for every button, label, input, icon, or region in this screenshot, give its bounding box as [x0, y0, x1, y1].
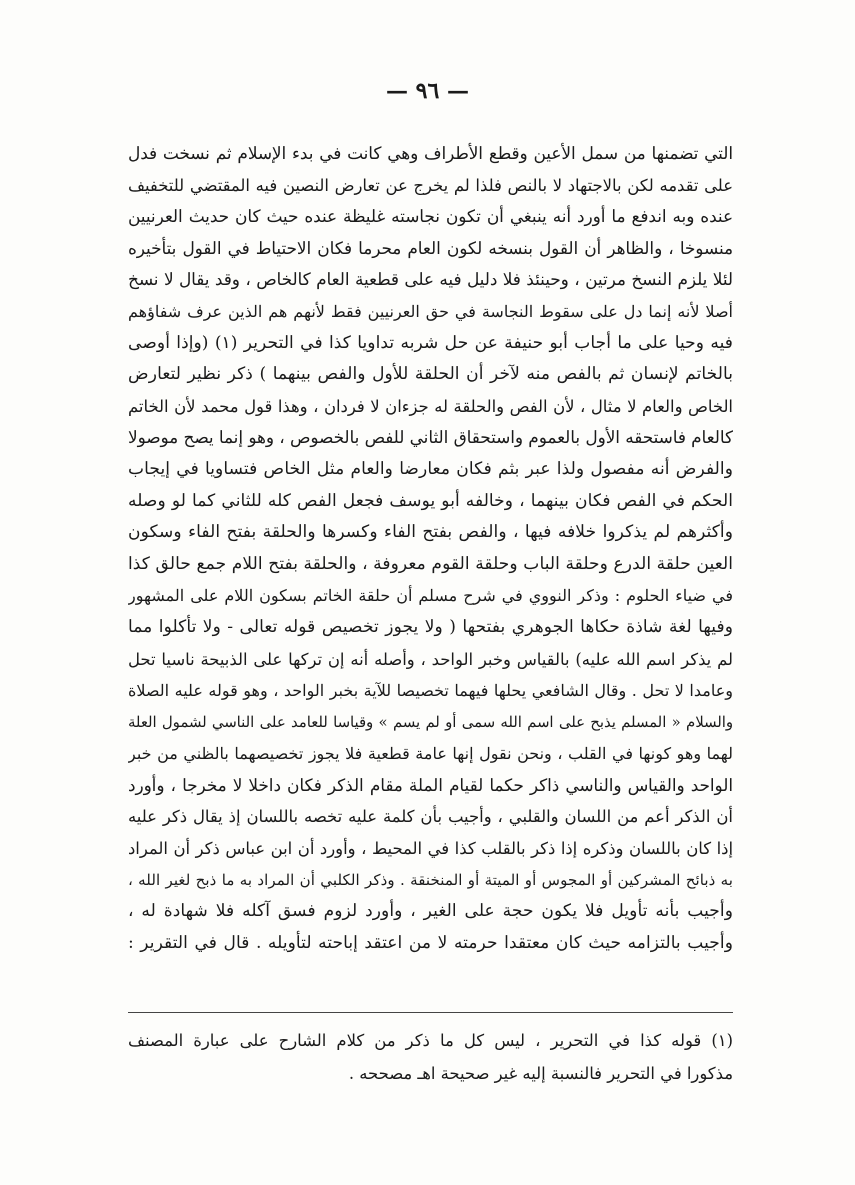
text-line: وأكثرهم لم يذكروا خلافه فيها ، والفص بفتح الفاء وكسرها والحلقة بفتح الفاء وسكون	[128, 522, 733, 543]
text-line: في ضياء الحلوم : وذكر النووي في شرح مسلم أن حلقة الخاتم بسكون اللام على المشهور	[128, 586, 733, 606]
text-line: وفيها لغة شاذة حكاها الجوهري بفتحها ( ولا يجوز تخصيص قوله تعالى - ولا تأكلوا مما	[128, 616, 733, 637]
footnotes	[128, 1024, 733, 1090]
text-line: وأجيب بأنه تأويل فلا يكون حجة على الغير ، وأورد لزوم فسق آكله فلا شهادة له ،	[128, 901, 733, 922]
text-line: منسوخا ، والظاهر أن القول بنسخه لكون العام محرما فكان الاحتياط في القول بتأخيره	[128, 237, 733, 258]
text-line: بالخاتم لإنسان ثم بالفص منه لآخر أن الحلقة للأول والفص بينهما ) ذكر نظير لتعارض	[128, 364, 733, 385]
text-line: وعامدا لا تحل . وقال الشافعي يحلها فيهما تخصيصا للآية بخبر الواحد ، وهو قوله عليه الصلاة	[128, 681, 733, 701]
text-line: فيه وحيا على ما أجاب أبو حنيفة عن حل شربه تداويا كذا في التحرير (١) (وإذا أوصى	[128, 332, 733, 353]
text-line: التي تضمنها من سمل الأعين وقطع الأطراف وهي كانت في بدء الإسلام ثم نسخت فدل	[128, 143, 733, 163]
text-line: العين حلقة الدرع وحلقة الباب وحلقة القوم معروفة ، والحلقة بفتح اللام جمع حالق كذا	[128, 553, 733, 574]
footnote-line: مذكورا في التحرير فالنسبة إليه غير صحيحة اهـ مصححه .	[348, 1064, 733, 1083]
text-line: على تقدمه لكن بالاجتهاد لا بالنص فلذا لم يخرج عن تعارض النصين فيه المقتضي للتخفيف	[128, 175, 733, 195]
main-text	[128, 138, 733, 959]
text-line: الواحد والقياس والناسي ذاكر حكما لقيام الملة مقام الذكر فكان داخلا لا مخرجا ، وأورد	[128, 774, 733, 795]
text-line: لئلا يلزم النسخ مرتين ، وحينئذ فلا دليل فيه على قطعية العام كالخاص ، وقد يقال لا نسخ	[128, 269, 733, 290]
text-line: به ذبائح المشركين أو المجوس أو الميتة أو المنخنقة . وذكر الكلبي أن المراد به ما ذبح لغير الله ،	[128, 870, 733, 889]
text-line: الخاص والعام لا مثال ، لأن الفص والحلقة له جزءان لا فردان ، وهذا قول محمد لأن الخاتم	[128, 396, 733, 416]
text-line: أن الذكر أعم من اللسان والقلبي ، وأجيب بأن كلمة عليه تخصه باللسان إذ يقال ذكر عليه	[128, 807, 733, 827]
text-line: لهما وهو كونها في القلب ، ونحن نقول إنها عامة قطعية فلا يجوز تخصيصهما بالظني من خبر	[128, 744, 733, 764]
text-line: عنده وبه اندفع ما أورد أنه ينبغي أن تكون نجاسته غليظة عنده حيث كان حديث العرنيين	[128, 206, 733, 227]
text-line: إذا كان باللسان وذكره إذا ذكر بالقلب كذا في المحيط ، وأورد أن ابن عباس ذكر أن المراد	[128, 839, 733, 859]
text-line: الحكم في الفص فكان بينهما ، وخالفه أبو يوسف فجعل الفص كله للثاني كما لو وصله	[128, 490, 733, 511]
text-line: كالعام فاستحقه الأول بالعموم واستحقاق الثاني للفص بالخصوص ، وهو إنما يصح موصولا	[128, 427, 733, 448]
page-number: — ٩٦ —	[386, 78, 469, 104]
text-line: وأجيب بالتزامه حيث كان معتقدا حرمته لا من اعتقد إباحته لتأويله . قال في التقرير :	[128, 932, 733, 953]
text-line: والفرض أنه مفصول ولذا عبر بثم فكان معارضا والعام مثل الخاص فتساويا في إيجاب	[128, 458, 733, 479]
text-line: والسلام « المسلم يذبح على اسم الله سمى أو لم يسم » وقياسا للعامد على الناسي لشمول العلة	[128, 713, 733, 731]
footnote-divider	[128, 1012, 733, 1013]
footnote-line: (١) قوله كذا في التحرير ، ليس كل ما ذكر من كلام الشارح على عبارة المصنف	[128, 1031, 733, 1050]
text-line: لم يذكر اسم الله عليه) بالقياس وخبر الواحد ، وأصله أنه إن تركها على الذبيحة ناسيا تحل	[128, 649, 733, 669]
text-line: أصلا لأنه إنما دل على سقوط النجاسة في حق العرنيين فقط لأنهم هم الذين عرف شفاؤهم	[128, 301, 733, 321]
